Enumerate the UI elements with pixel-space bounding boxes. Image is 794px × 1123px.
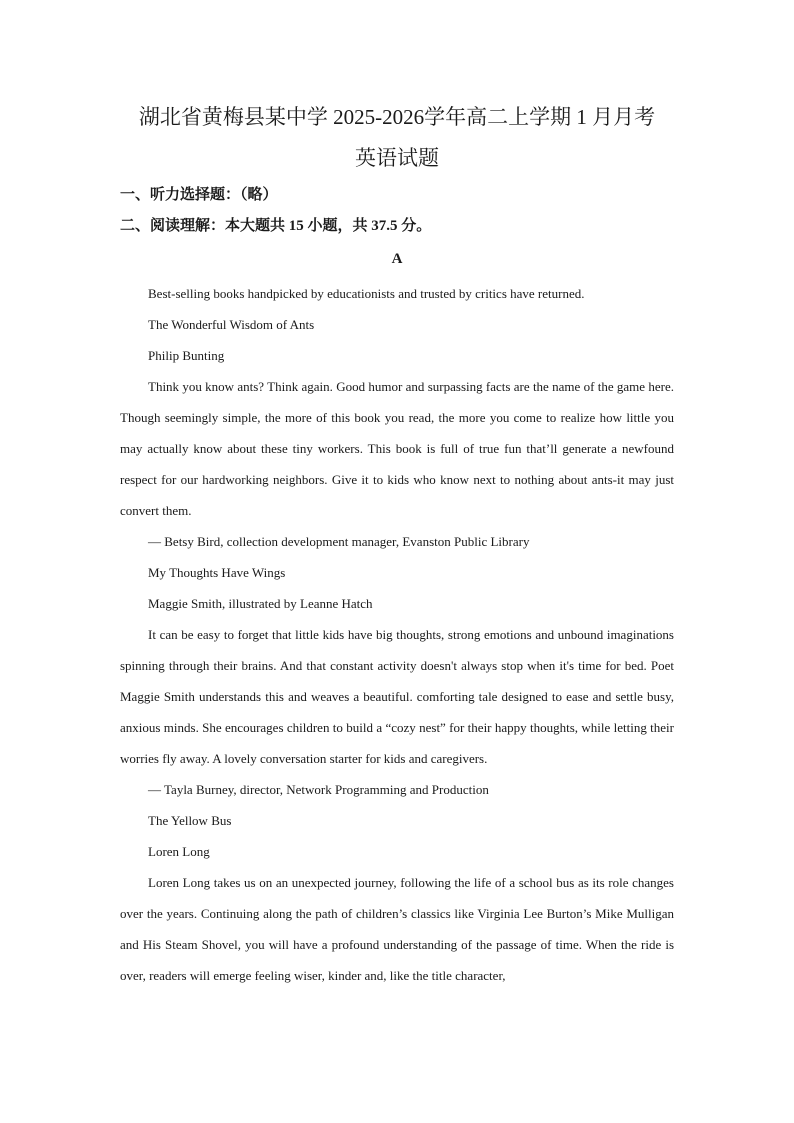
book-author-bus: Loren Long	[148, 844, 210, 859]
exam-subject-title: 英语试题	[355, 146, 439, 170]
section-reading-heading: 二、阅读理解：本大题共 15 小题，共 37.5 分。	[120, 218, 432, 234]
review-bus: Loren Long takes us on an unexpected journey, following the life of a school bus as its role changes over the years. Continuing along the path of children’s classics like Virginia Lee Burton’s Mike Mulligan and His Steam Shovel, you will have a profound understanding of the passage of time. When the ride is over, readers will emerge feeling wiser, kinder and, like the title character,	[120, 875, 674, 983]
section-listening-heading: 一、听力选择题：（略）	[120, 187, 278, 203]
intro-line: Best-selling books handpicked by educationists and trusted by critics have returned.	[148, 286, 585, 301]
book-title-ants: The Wonderful Wisdom of Ants	[148, 317, 315, 332]
reviewer-ants: — Betsy Bird, collection development manager, Evanston Public Library	[148, 534, 530, 549]
reviewer-wings: — Tayla Burney, director, Network Programming and Production	[148, 782, 489, 797]
review-ants: Think you know ants? Think again. Good humor and surpassing facts are the name of the game here. Though seemingly simple, the more of this book you read, the more you come to realize how little you may actually know about these tiny workers. This book is full of true fun that’ll generate a newfound respect for our hardworking neighbors. Give it to kids who know next to nothing about ants-it may just convert them.	[120, 379, 674, 518]
book-title-bus: The Yellow Bus	[148, 813, 232, 828]
book-author-wings: Maggie Smith, illustrated by Leanne Hatch	[148, 596, 373, 611]
book-author-ants: Philip Bunting	[148, 348, 225, 363]
exam-title: 湖北省黄梅县某中学 2025-2026学年高二上学期 1 月月考	[138, 105, 656, 129]
passage-body	[120, 278, 674, 991]
passage-label: A	[391, 251, 403, 267]
book-title-wings: My Thoughts Have Wings	[148, 565, 286, 580]
review-wings: It can be easy to forget that little kids have big thoughts, strong emotions and unbound imaginations spinning through their brains. And that constant activity doesn't always stop when it's time for bed. Poet Maggie Smith understands this and weaves a beautiful. comforting tale designed to ease and settle busy, anxious minds. She encourages children to build a “cozy nest” for their happy thoughts, while letting their worries fly away. A lovely conversation starter for kids and caregivers.	[120, 627, 674, 766]
